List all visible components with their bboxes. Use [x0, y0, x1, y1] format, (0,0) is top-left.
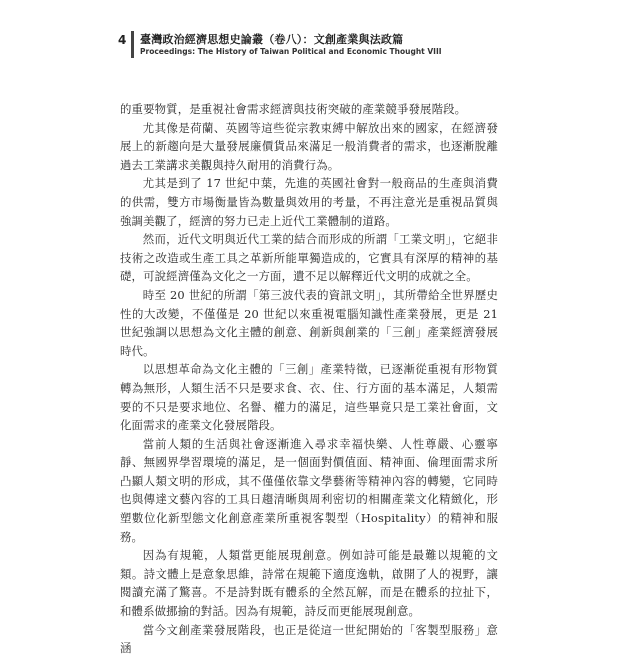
paragraph: 因為有規範，人類當更能展現創意。例如詩可能是最難以規範的文類。詩文體上是意象思維，詩常在規範下適度逸軌，啟開了人的視野，讓閱讀充滿了驚喜。不是詩對既有體系的全然瓦解，而是在體系的拉扯下，和體系做挪揄的對話。因為有規範，詩反而更能展現創意。 [120, 548, 498, 619]
page-number: 4 [118, 33, 127, 47]
header-divider-bar [131, 31, 134, 58]
book-subtitle: Proceedings: The History of Taiwan Political and Economic Thought VIII [140, 47, 442, 56]
body-text [120, 100, 498, 658]
paragraph: 當前人類的生活與社會逐漸進入尋求幸福快樂、人性尊嚴、心靈寧靜、無國界學習環境的滿足，是一個面對價值面、精神面、倫理面需求所凸顯人類文明的形成，其不僅僅依靠文學藝術等精神內容的轉變，它同時也與傳達文藝內容的工具日趨清晰與周利密切的相關產業文化精緻化，形塑數位化新型態文化創意產業所重視客製型（Hospitality）的精神和服務。 [120, 436, 498, 544]
paragraph: 的重要物質，是重視社會需求經濟與技術突破的產業競爭發展階段。 [120, 102, 467, 116]
paragraph: 然而，近代文明與近代工業的結合而形成的所謂「工業文明」，它絕非技術之改造或生產工具之革新所能單獨造成的，它實具有深厚的精神的基礎，可說經濟僅為文化之一方面，遺不足以解釋近代文明的成就之全。 [120, 232, 498, 284]
paragraph: 時至 20 世紀的所謂「第三波代表的資訊文明」，其所帶給全世界歷史性的大改變，不僅僅是 20 世紀以來重視電腦知識性產業發展，更是 21 世紀強調以思想為文化主體的創意、創新與創業的「三創」產業經濟發展時代。 [120, 287, 498, 358]
book-title: 臺灣政治經濟思想史論叢（卷八）：文創產業與法政篇 [140, 33, 404, 46]
paragraph: 尤其像是荷蘭、英國等這些從宗教束縛中解放出來的國家，在經濟發展上的新趨向是大量發展廉價貨品來滿足一般消費者的需求，也逐漸脫離過去工業講求美觀與持久耐用的消費行為。 [120, 120, 498, 172]
paragraph: 當今文創產業發展階段，也正是從這一世紀開始的「客製型服務」意涵 [120, 622, 498, 656]
paragraph: 以思想革命為文化主體的「三創」產業特徵，已逐漸從重視有形物質轉為無形，人類生活不只是要求食、衣、住、行方面的基本滿足，人類需要的不只是要求地位、名譽、權力的滿足，這些畢竟只是工業社會面，文化面需求的產業文化發展階段。 [120, 362, 498, 433]
paragraph: 尤其是到了 17 世紀中葉，先進的英國社會對一般商品的生產與消費的供需，雙方市場衡量皆為數量與效用的考量，不再注意光是重視品質與強調美觀了，經濟的努力已走上近代工業體制的道路。 [120, 176, 498, 228]
